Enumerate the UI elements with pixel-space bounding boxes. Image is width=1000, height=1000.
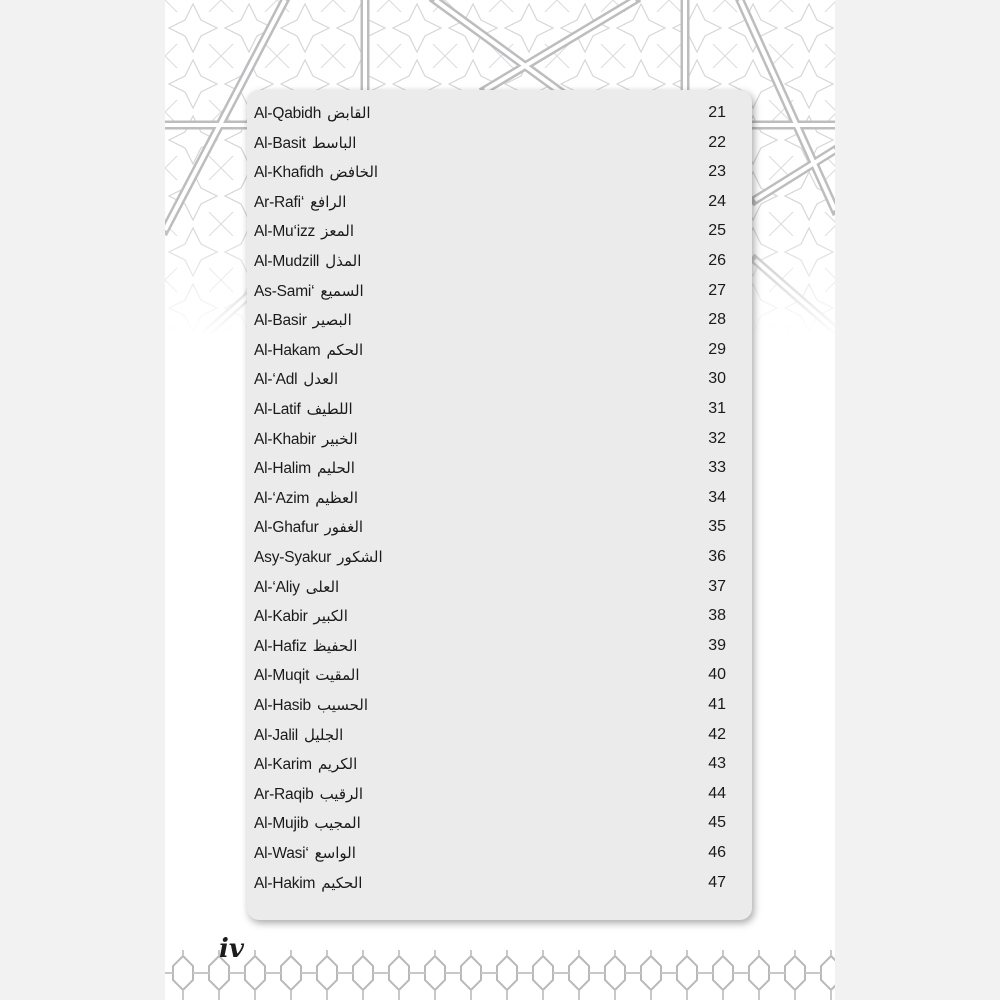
- list-item: [247, 840, 752, 870]
- item-number: 35: [708, 518, 726, 536]
- transliteration: Al-‘Azim العظيم: [254, 488, 359, 507]
- list-item: [247, 100, 752, 130]
- item-number: 23: [708, 163, 726, 181]
- arabic-name: اللطيف: [306, 400, 353, 418]
- item-number: 44: [708, 784, 726, 802]
- item-number: 25: [708, 222, 726, 240]
- arabic-name: الحسيب: [316, 696, 369, 714]
- arabic-name: الغفور: [324, 518, 364, 537]
- arabic-name: الحكيم: [321, 873, 363, 892]
- transliteration: Al-Halim الحليم: [254, 459, 355, 478]
- item-number: 45: [708, 814, 726, 832]
- item-number: 34: [708, 488, 726, 506]
- list-item: [247, 810, 752, 840]
- item-number: 37: [708, 577, 726, 595]
- transliteration: Al-Khafidh الخافض: [254, 163, 379, 182]
- names-list-card: [247, 90, 752, 920]
- list-item: [247, 485, 752, 515]
- item-number: 24: [708, 192, 726, 210]
- list-item: [247, 514, 752, 544]
- list-item: [247, 544, 752, 574]
- item-number: 40: [708, 666, 726, 684]
- item-number: 32: [708, 429, 726, 447]
- arabic-name: المقيت: [315, 666, 360, 685]
- transliteration: Al-Latif اللطيف: [254, 400, 353, 418]
- list-item: [247, 307, 752, 337]
- list-item: [247, 455, 752, 485]
- list-item: [247, 130, 752, 160]
- item-number: 29: [708, 340, 726, 358]
- item-number: 26: [708, 252, 726, 269]
- arabic-name: العلى: [305, 577, 340, 596]
- arabic-name: الحكم: [326, 340, 364, 359]
- transliteration: Al-Qabidh القابض: [254, 104, 371, 122]
- item-number: 28: [708, 311, 726, 329]
- list-item: [247, 574, 752, 604]
- item-number: 31: [708, 400, 726, 417]
- arabic-name: المذل: [325, 252, 362, 270]
- transliteration: Al-Jalil الجليل: [254, 725, 344, 744]
- item-number: 30: [708, 370, 726, 388]
- list-item: [247, 159, 752, 189]
- list-item: [247, 337, 752, 367]
- arabic-name: القابض: [327, 104, 371, 122]
- transliteration: Al-Hakim الحكيم: [254, 873, 363, 892]
- transliteration: Al-Hafiz الحفيظ: [254, 636, 358, 655]
- transliteration: As-Sami‘ السميع: [254, 281, 364, 300]
- arabic-name: البصير: [312, 311, 352, 330]
- item-number: 36: [708, 548, 726, 565]
- list-item: [247, 426, 752, 456]
- arabic-name: الشكور: [337, 548, 383, 566]
- transliteration: Asy-Syakur الشكور: [254, 548, 383, 566]
- item-number: 46: [708, 844, 726, 861]
- transliteration: Al-Wasi‘ الواسع: [254, 844, 356, 862]
- transliteration: Al-Khabir الخبير: [254, 429, 358, 448]
- item-number: 39: [708, 636, 726, 654]
- transliteration: Al-Hakam الحكم: [254, 340, 364, 359]
- transliteration: Al-‘Aliy العلى: [254, 577, 340, 596]
- item-number: 22: [708, 133, 726, 151]
- arabic-name: الجليل: [304, 725, 344, 744]
- item-number: 33: [708, 459, 726, 477]
- transliteration: Al-Mudzill المذل: [254, 252, 362, 270]
- arabic-name: الواسع: [314, 844, 356, 862]
- item-number: 43: [708, 755, 726, 773]
- arabic-name: السميع: [320, 281, 364, 300]
- list-item: [247, 722, 752, 752]
- item-number: 27: [708, 281, 726, 299]
- list-item: [247, 633, 752, 663]
- item-number: 47: [708, 873, 726, 891]
- list-item: [247, 781, 752, 811]
- list-item: [247, 218, 752, 248]
- list-item: [247, 248, 752, 278]
- arabic-name: الرافع: [310, 192, 347, 211]
- arabic-name: الكبير: [313, 607, 348, 626]
- transliteration: Al-Mujib المجيب: [254, 814, 361, 833]
- arabic-name: الخبير: [321, 429, 358, 448]
- transliteration: Al-Basit الباسط: [254, 133, 357, 152]
- arabic-name: الكريم: [317, 755, 358, 774]
- list-item: [247, 870, 752, 900]
- arabic-name: الحفيظ: [312, 636, 358, 655]
- list-item: [247, 366, 752, 396]
- transliteration: Al-Hasib الحسيب: [254, 696, 369, 714]
- transliteration: Ar-Raqib الرقيب: [254, 784, 364, 803]
- book-page: [165, 0, 835, 1000]
- list-item: [247, 396, 752, 426]
- list-item: [247, 189, 752, 219]
- transliteration: Al-Mu‘izz المعز: [254, 222, 355, 241]
- item-number: 38: [708, 607, 726, 625]
- page-number: iv: [219, 934, 244, 964]
- transliteration: Al-‘Adl العدل: [254, 370, 339, 389]
- arabic-name: الرقيب: [319, 784, 364, 803]
- arabic-name: المجيب: [314, 814, 361, 833]
- item-number: 42: [708, 725, 726, 743]
- transliteration: Al-Ghafur الغفور: [254, 518, 364, 537]
- list-item: [247, 603, 752, 633]
- decorative-border-pattern: [165, 950, 835, 1000]
- arabic-name: العدل: [303, 370, 339, 389]
- list-item: [247, 278, 752, 308]
- item-number: 41: [708, 696, 726, 713]
- transliteration: Al-Karim الكريم: [254, 755, 358, 774]
- arabic-name: العظيم: [315, 488, 359, 507]
- list-item: [247, 662, 752, 692]
- transliteration: Ar-Rafi‘ الرافع: [254, 192, 347, 211]
- arabic-name: الحليم: [316, 459, 355, 478]
- arabic-name: الباسط: [311, 133, 357, 152]
- transliteration: Al-Muqit المقيت: [254, 666, 360, 685]
- transliteration: Al-Kabir الكبير: [254, 607, 348, 626]
- item-number: 21: [708, 104, 726, 121]
- list-item: [247, 751, 752, 781]
- arabic-name: الخافض: [329, 163, 379, 182]
- transliteration: Al-Basir البصير: [254, 311, 352, 330]
- list-item: [247, 692, 752, 722]
- arabic-name: المعز: [321, 222, 355, 241]
